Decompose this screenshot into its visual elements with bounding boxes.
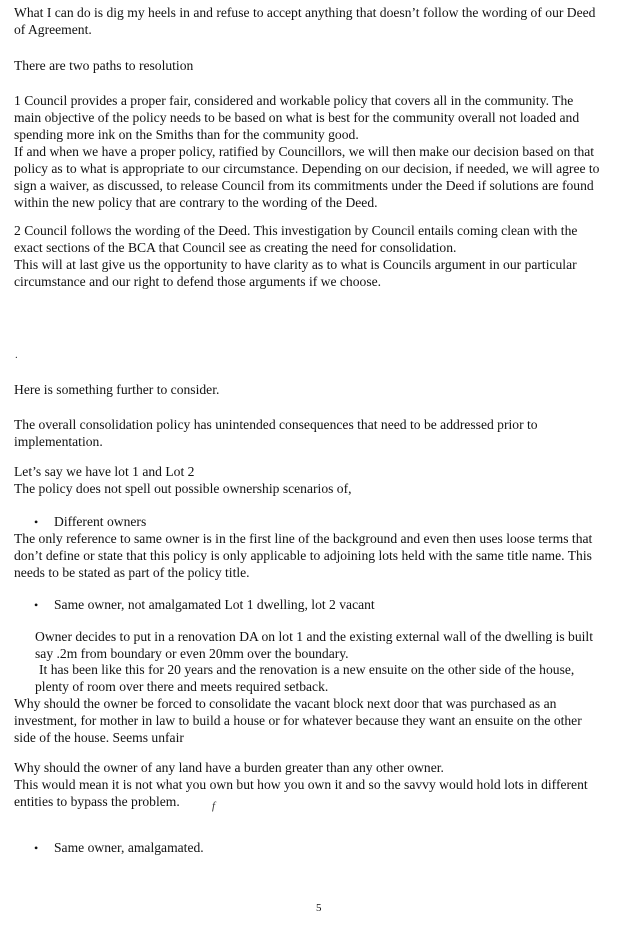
path2-line-3: This will at last give us the opportunity to have clarity as to what is Councils argument in our particular [14,257,577,272]
bullet-item-same-owner-amalgamated [34,840,204,856]
page-number: 5 [316,902,322,914]
bullet-item-different-owners [34,514,146,530]
path1-line-6: sign a waiver, as discussed, to release Council from its commitments under the Deed if solutions are found [14,178,594,193]
why2-line-3: entities to bypass the problem. [14,794,180,809]
bullet1-text-line-2: don’t define or state that this policy is only applicable to adjoining lots held with the same title name. This [14,548,592,563]
stray-pen-mark: f [212,800,216,812]
paths-heading: There are two paths to resolution [14,58,194,73]
bullet-icon: • [34,515,39,529]
path1-line-7: within the new policy that are contrary to the wording of the Deed. [14,195,378,210]
why1-line-1: Why should the owner be forced to consolidate the vacant block next door that was purchased as an [14,696,557,711]
intro-line-2: of Agreement. [14,22,92,37]
path1-line-2: main objective of the policy needs to be based on what is best for the community overall not loaded and [14,110,580,125]
intro-line-1: What I can do is dig my heels in and refuse to accept anything that doesn’t follow the wording of our Deed [14,5,596,20]
bullet1-text-line-3: needs to be stated as part of the policy title. [14,565,250,580]
path1-line-3: spending more ink on the Smiths than for the community good. [14,127,359,142]
bullet2-text-line-2: say .2m from boundary or even 20mm over the boundary. [35,646,349,661]
why1-line-3: side of the house. Seems unfair [14,730,184,745]
bullet-icon: • [34,598,39,612]
unintended-line-1: The overall consolidation policy has unintended consequences that need to be addressed prior to [14,417,538,432]
bullet-icon: • [34,841,39,855]
bullet-label: Same owner, amalgamated. [54,840,204,855]
path2-line-1: 2 Council follows the wording of the Deed. This investigation by Council entails coming clean with the [14,223,578,238]
bullet-label: Different owners [54,514,147,529]
bullet-label: Same owner, not amalgamated Lot 1 dwelling, lot 2 vacant [54,597,375,612]
path1-line-4: If and when we have a proper policy, ratified by Councillors, we will then make our decision based on that [14,144,595,159]
further-heading: Here is something further to consider. [14,382,220,397]
bullet2-text-line-1: Owner decides to put in a renovation DA on lot 1 and the existing external wall of the dwelling is built [35,629,593,644]
stray-dot-mark: . [15,349,18,361]
path2-line-4: circumstance and our right to defend those arguments if we choose. [14,274,382,289]
bullet1-text-line-1: The only reference to same owner is in the first line of the background and even then uses loose terms that [14,531,593,546]
unintended-line-2: implementation. [14,434,103,449]
why2-line-1: Why should the owner of any land have a burden greater than any other owner. [14,760,444,775]
lots-line-1: Let’s say we have lot 1 and Lot 2 [14,464,195,479]
path1-line-1: 1 Council provides a proper fair, considered and workable policy that covers all in the community. The [14,93,574,108]
why2-line-2: This would mean it is not what you own but how you own it and so the savvy would hold lots in different [14,777,588,792]
bullet2-text-line-4: plenty of room over there and meets required setback. [35,679,329,694]
path2-line-2: exact sections of the BCA that Council see as creating the need for consolidation. [14,240,457,255]
bullet-item-same-owner-not-amalgamated [34,597,375,613]
path1-line-5: policy as to what is appropriate to our circumstance. Depending on our decision, if needed, we will agree to [14,161,600,176]
why1-line-2: investment, for mother in law to build a house or for whatever because they want an ensuite on the other [14,713,582,728]
lots-line-2: The policy does not spell out possible ownership scenarios of, [14,481,352,496]
bullet2-text-line-3: It has been like this for 20 years and the renovation is a new ensuite on the other side of the house, [39,662,575,677]
